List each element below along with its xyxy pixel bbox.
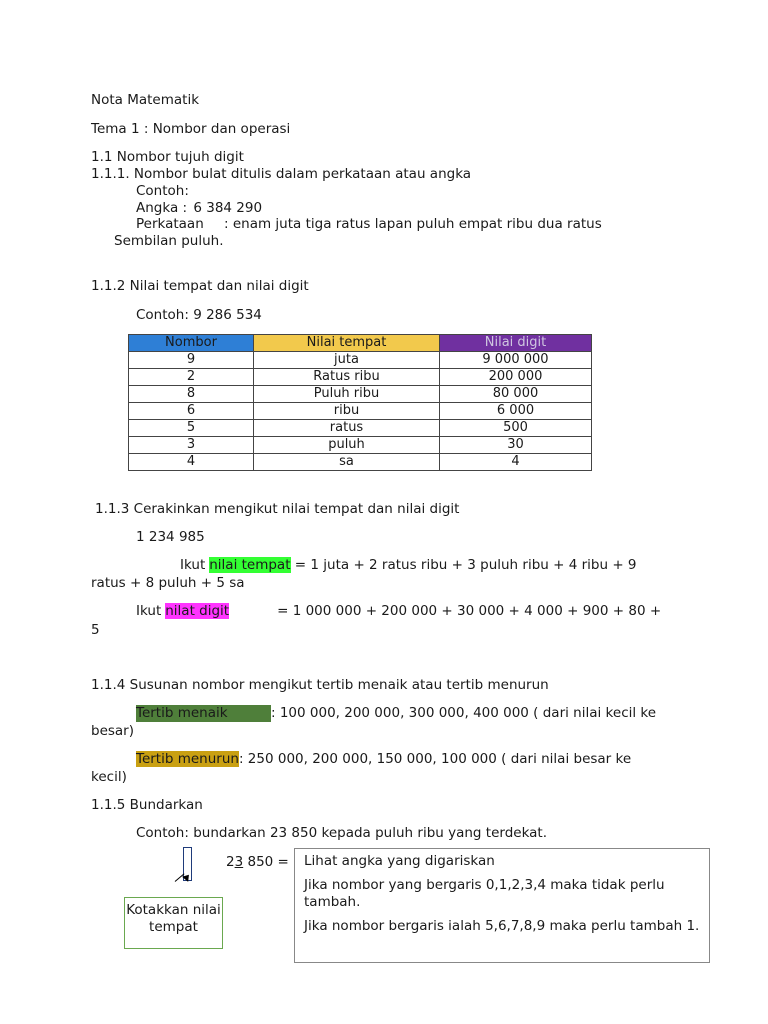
table-cell: puluh xyxy=(254,437,440,454)
contoh-label: Contoh: xyxy=(136,183,189,199)
tertib-menaik-values: : 100 000, 200 000, 300 000, 400 000 ( dari nilai kecil ke xyxy=(271,705,657,721)
table-row xyxy=(129,437,592,454)
ikut-prefix: Ikut xyxy=(136,603,162,619)
table-cell: 8 xyxy=(129,386,254,403)
table-cell: 80 000 xyxy=(440,386,592,403)
section-1-1-5: 1.1.5 Bundarkan xyxy=(91,797,203,813)
rule-line: Jika nombor yang bergaris 0,1,2,3,4 maka tidak perlu tambah. xyxy=(304,877,665,910)
equation-rest: 850 = xyxy=(243,854,289,870)
table-cell: 6 000 xyxy=(440,403,592,420)
table-cell: 200 000 xyxy=(440,369,592,386)
perkataan-value: : enam juta tiga ratus lapan puluh empat ribu dua ratus xyxy=(224,216,602,232)
rule-line: Jika nombor bergaris ialah 5,6,7,8,9 maka perlu tambah 1. xyxy=(304,918,700,934)
table-cell: juta xyxy=(254,352,440,369)
ikut-nilai-digit-cont: 5 xyxy=(91,622,100,638)
doc-title: Nota Matematik xyxy=(91,92,200,108)
angka-line xyxy=(136,200,262,217)
kotakkan-callout xyxy=(124,897,223,949)
contoh-bundarkan: Contoh: bundarkan 23 850 kepada puluh ribu yang terdekat. xyxy=(136,825,548,841)
kotakkan-label: Kotakkan nilai tempat xyxy=(126,902,221,935)
ikut-nilai-tempat-expansion: = 1 juta + 2 ratus ribu + 3 puluh ribu + 4 ribu + 9 xyxy=(294,557,637,573)
ikut-nilai-tempat-cont: ratus + 8 puluh + 5 sa xyxy=(91,575,245,591)
rule-line: Lihat angka yang digariskan xyxy=(304,853,495,869)
tertib-menurun-values: : 250 000, 200 000, 150 000, 100 000 ( dari nilai besar ke xyxy=(238,751,632,767)
tema-heading: Tema 1 : Nombor dan operasi xyxy=(91,121,291,137)
table-cell: 4 xyxy=(129,454,254,471)
underlined-digit: 3 xyxy=(234,854,244,870)
nilai-tempat-highlight: nilai tempat xyxy=(209,557,291,573)
table-cell: 2 xyxy=(129,369,254,386)
rounding-rules-box xyxy=(294,848,710,963)
tertib-menurun-line xyxy=(136,751,631,768)
perkataan-label: Perkataan xyxy=(136,216,204,232)
section-1-1-4: 1.1.4 Susunan nombor mengikut tertib menaik atau tertib menurun xyxy=(91,677,549,693)
table-cell: ratus xyxy=(254,420,440,437)
table-cell: ribu xyxy=(254,403,440,420)
tertib-menaik-highlight: Tertib menaik xyxy=(136,705,271,722)
number-1234985: 1 234 985 xyxy=(136,529,205,545)
table-cell: 4 xyxy=(440,454,592,471)
table-cell: 5 xyxy=(129,420,254,437)
equation-digit: 2 xyxy=(226,854,235,870)
tertib-menaik-line xyxy=(136,705,656,722)
perkataan-line xyxy=(136,216,602,233)
section-1-1: 1.1 Nombor tujuh digit xyxy=(91,149,244,165)
perkataan-cont: Sembilan puluh. xyxy=(114,233,224,249)
angka-value: 6 384 290 xyxy=(193,200,263,216)
contoh2-label: Contoh: 9 286 534 xyxy=(136,307,262,323)
table-cell: 9 xyxy=(129,352,254,369)
table-cell: 3 xyxy=(129,437,254,454)
ikut-nilai-digit-expansion: = 1 000 000 + 200 000 + 30 000 + 4 000 + 900 + 80 + xyxy=(277,603,662,619)
table-row xyxy=(129,403,592,420)
section-1-1-3: 1.1.3 Cerakinkan mengikut nilai tempat dan nilai digit xyxy=(95,501,460,517)
section-1-1-2: 1.1.2 Nilai tempat dan nilai digit xyxy=(91,278,309,294)
nilai-digit-highlight: nilat digit xyxy=(165,603,230,619)
table-row xyxy=(129,352,592,369)
tertib-menaik-cont: besar) xyxy=(91,723,134,739)
angka-label: Angka : xyxy=(136,200,188,216)
tertib-menurun-cont: kecil) xyxy=(91,769,127,785)
section-1-1-1: 1.1.1. Nombor bulat ditulis dalam perkataan atau angka xyxy=(91,166,472,182)
table-cell: 9 000 000 xyxy=(440,352,592,369)
table-cell: Puluh ribu xyxy=(254,386,440,403)
table-header-row xyxy=(129,335,592,352)
table-header: Nilai tempat xyxy=(254,335,440,352)
table-cell: 30 xyxy=(440,437,592,454)
table-cell: Ratus ribu xyxy=(254,369,440,386)
ikut-nilai-digit-line xyxy=(136,603,661,620)
table-row xyxy=(129,369,592,386)
rounding-equation xyxy=(226,854,289,871)
ikut-prefix: Ikut xyxy=(180,557,206,573)
table-row xyxy=(129,420,592,437)
tertib-menurun-highlight: Tertib menurun xyxy=(136,751,239,767)
table-row xyxy=(129,454,592,471)
ikut-nilai-tempat-line xyxy=(180,557,637,574)
table-cell: 500 xyxy=(440,420,592,437)
table-cell: 6 xyxy=(129,403,254,420)
table-row xyxy=(129,386,592,403)
table-cell: sa xyxy=(254,454,440,471)
table-header: Nombor xyxy=(129,335,254,352)
table-header: Nilai digit xyxy=(440,335,592,352)
nilai-table xyxy=(128,334,592,471)
